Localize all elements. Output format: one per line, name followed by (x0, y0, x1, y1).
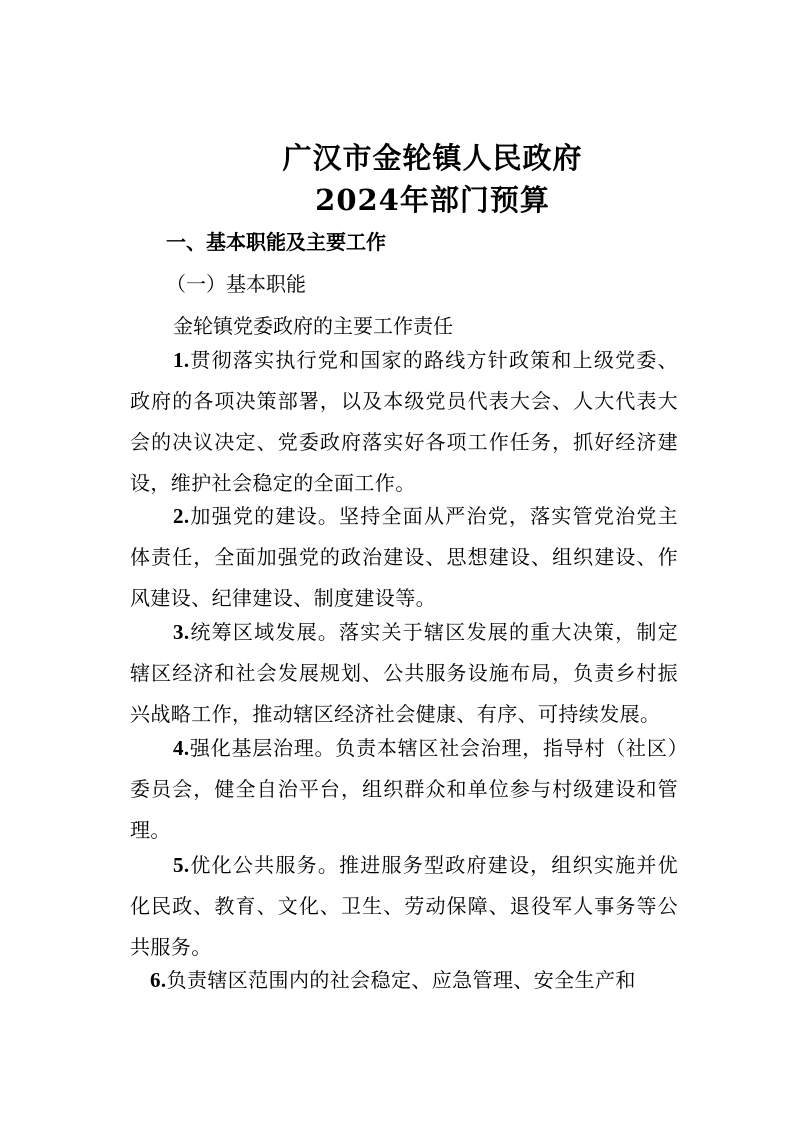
duty-item-4 (130, 728, 678, 851)
duty-item-6 (130, 960, 678, 1001)
item-text: 统筹区域发展。落实关于辖区发展的重大决策，制定辖区经济和社会发展规划、公共服务设施布局，负责乡村振兴战略工作，推动辖区经济社会健康、有序、可持续发展。 (130, 620, 678, 726)
item-number: 3. (173, 620, 190, 644)
item-text: 贯彻落实执行党和国家的路线方针政策和上级党委、政府的各项决策部署，以及本级党员代表大会、人大代表大会的决议决定、党委政府落实好各项工作任务，抓好经济建设，维护社会稳定的全面工作。 (130, 348, 678, 495)
item-number: 2. (173, 504, 190, 528)
lead-paragraph: 金轮镇党委政府的主要工作责任 (173, 314, 453, 338)
item-number: 6. (150, 968, 167, 992)
duty-item-5 (130, 845, 678, 968)
item-number: 4. (173, 736, 190, 760)
section-heading: 一、基本职能及主要工作 (166, 230, 386, 254)
duty-item-3 (130, 612, 678, 735)
item-number: 1. (173, 348, 190, 372)
item-text: 加强党的建设。坚持全面从严治党，落实管党治党主体责任，全面加强党的政治建设、思想建设、组织建设、作风建设、纪律建设、制度建设等。 (130, 504, 678, 610)
document-subtitle: 2024年部门预算 (315, 183, 550, 217)
duty-item-2 (130, 496, 678, 619)
subsection-heading: （一）基本职能 (166, 272, 306, 296)
item-text: 强化基层治理。负责本辖区社会治理，指导村（社区）委员会，健全自治平台，组织群众和单位参与村级建设和管理。 (130, 736, 678, 842)
item-text: 优化公共服务。推进服务型政府建设，组织实施并优化民政、教育、文化、卫生、劳动保障、退役军人事务等公共服务。 (130, 853, 678, 959)
document-title: 广汉市金轮镇人民政府 (282, 141, 583, 175)
item-text: 负责辖区范围内的社会稳定、应急管理、安全生产和 (166, 968, 636, 992)
duty-item-1 (130, 340, 678, 504)
item-number: 5. (173, 853, 190, 877)
